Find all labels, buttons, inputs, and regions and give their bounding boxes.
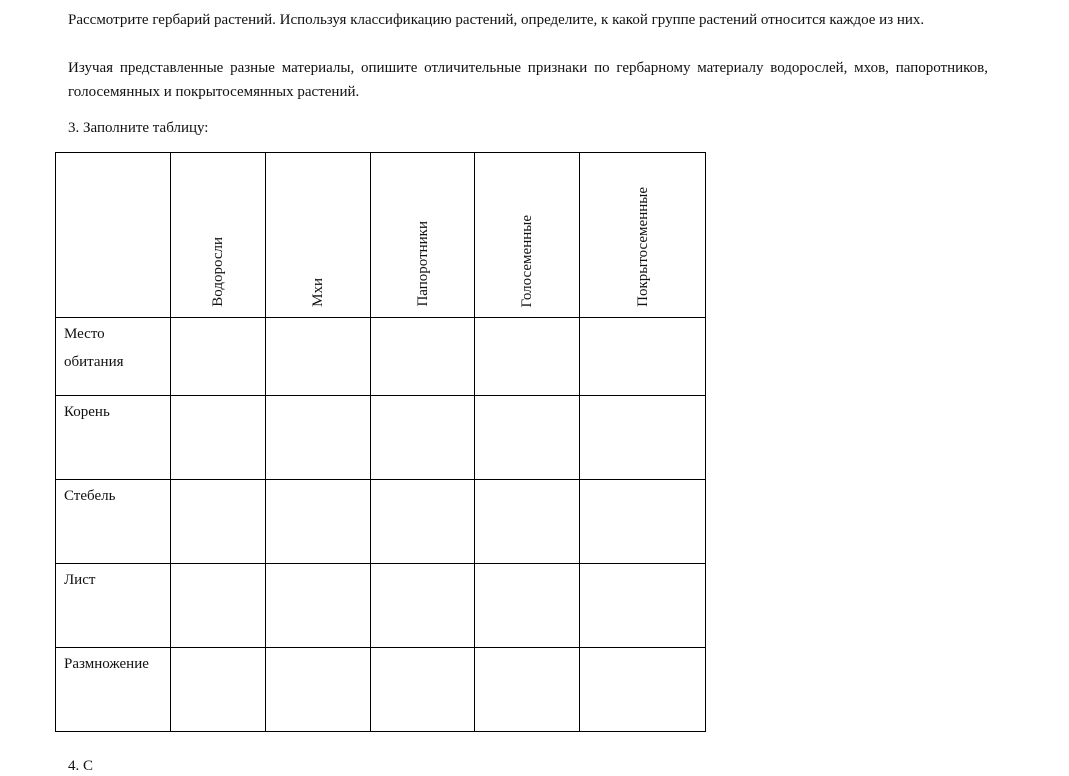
- column-label: Папоротники: [414, 221, 431, 307]
- table-cell[interactable]: [580, 480, 706, 564]
- column-label: Водоросли: [210, 237, 226, 307]
- table-cell[interactable]: [371, 564, 475, 648]
- table-cell[interactable]: [266, 318, 371, 396]
- task-label: 3. Заполните таблицу:: [68, 120, 209, 136]
- table-cell[interactable]: [475, 318, 580, 396]
- table-cell[interactable]: [171, 480, 266, 564]
- table-cell[interactable]: [371, 480, 475, 564]
- row-label: Размножение: [56, 648, 171, 732]
- table-row: [56, 564, 706, 648]
- table-cell[interactable]: [171, 396, 266, 480]
- table-cell[interactable]: [266, 480, 371, 564]
- table-row: [56, 396, 706, 480]
- table-cell[interactable]: [171, 564, 266, 648]
- table-cell[interactable]: [580, 396, 706, 480]
- table-cell[interactable]: [475, 564, 580, 648]
- instruction-paragraph-1: Рассмотрите гербарий растений. Используя классификацию растений, определите, к какой группе растений относится каждое из них.: [68, 12, 925, 28]
- table-cell[interactable]: [371, 396, 475, 480]
- table-cell[interactable]: [475, 648, 580, 732]
- table-cell[interactable]: [371, 318, 475, 396]
- table-cell[interactable]: [580, 318, 706, 396]
- header-cell-mosses: [266, 153, 371, 318]
- table-cell[interactable]: [580, 564, 706, 648]
- table-cell[interactable]: [475, 480, 580, 564]
- table-cell[interactable]: [266, 648, 371, 732]
- instruction-paragraph-2: Изучая представленные разные материалы, опишите отличительные признаки по гербарному материалу водорослей, мхов, папоротников, голосемянных и покрытосемянных растений.: [68, 60, 988, 100]
- table-cell[interactable]: [580, 648, 706, 732]
- row-label: Корень: [56, 396, 171, 480]
- column-label: Голосеменные: [519, 214, 535, 307]
- row-label: Место обитания: [56, 318, 171, 396]
- next-item-stub: 4. С: [68, 758, 94, 774]
- header-corner-cell: [56, 153, 171, 318]
- table-header-row: [56, 153, 706, 318]
- column-label: Мхи: [310, 278, 326, 307]
- row-label: Лист: [56, 564, 171, 648]
- table-cell[interactable]: [171, 648, 266, 732]
- row-label: Стебель: [56, 480, 171, 564]
- table-row: [56, 318, 706, 396]
- table-row: [56, 480, 706, 564]
- table-cell[interactable]: [475, 396, 580, 480]
- header-cell-ferns: [371, 153, 475, 318]
- header-cell-angiosperms: [580, 153, 706, 318]
- table-cell[interactable]: [266, 396, 371, 480]
- header-cell-algae: [171, 153, 266, 318]
- table-cell[interactable]: [371, 648, 475, 732]
- header-cell-gymnosperms: [475, 153, 580, 318]
- table-row: [56, 648, 706, 732]
- plant-characteristics-table: [55, 152, 706, 732]
- table-cell[interactable]: [171, 318, 266, 396]
- column-label: Покрытосеменные: [634, 187, 651, 307]
- table-cell[interactable]: [266, 564, 371, 648]
